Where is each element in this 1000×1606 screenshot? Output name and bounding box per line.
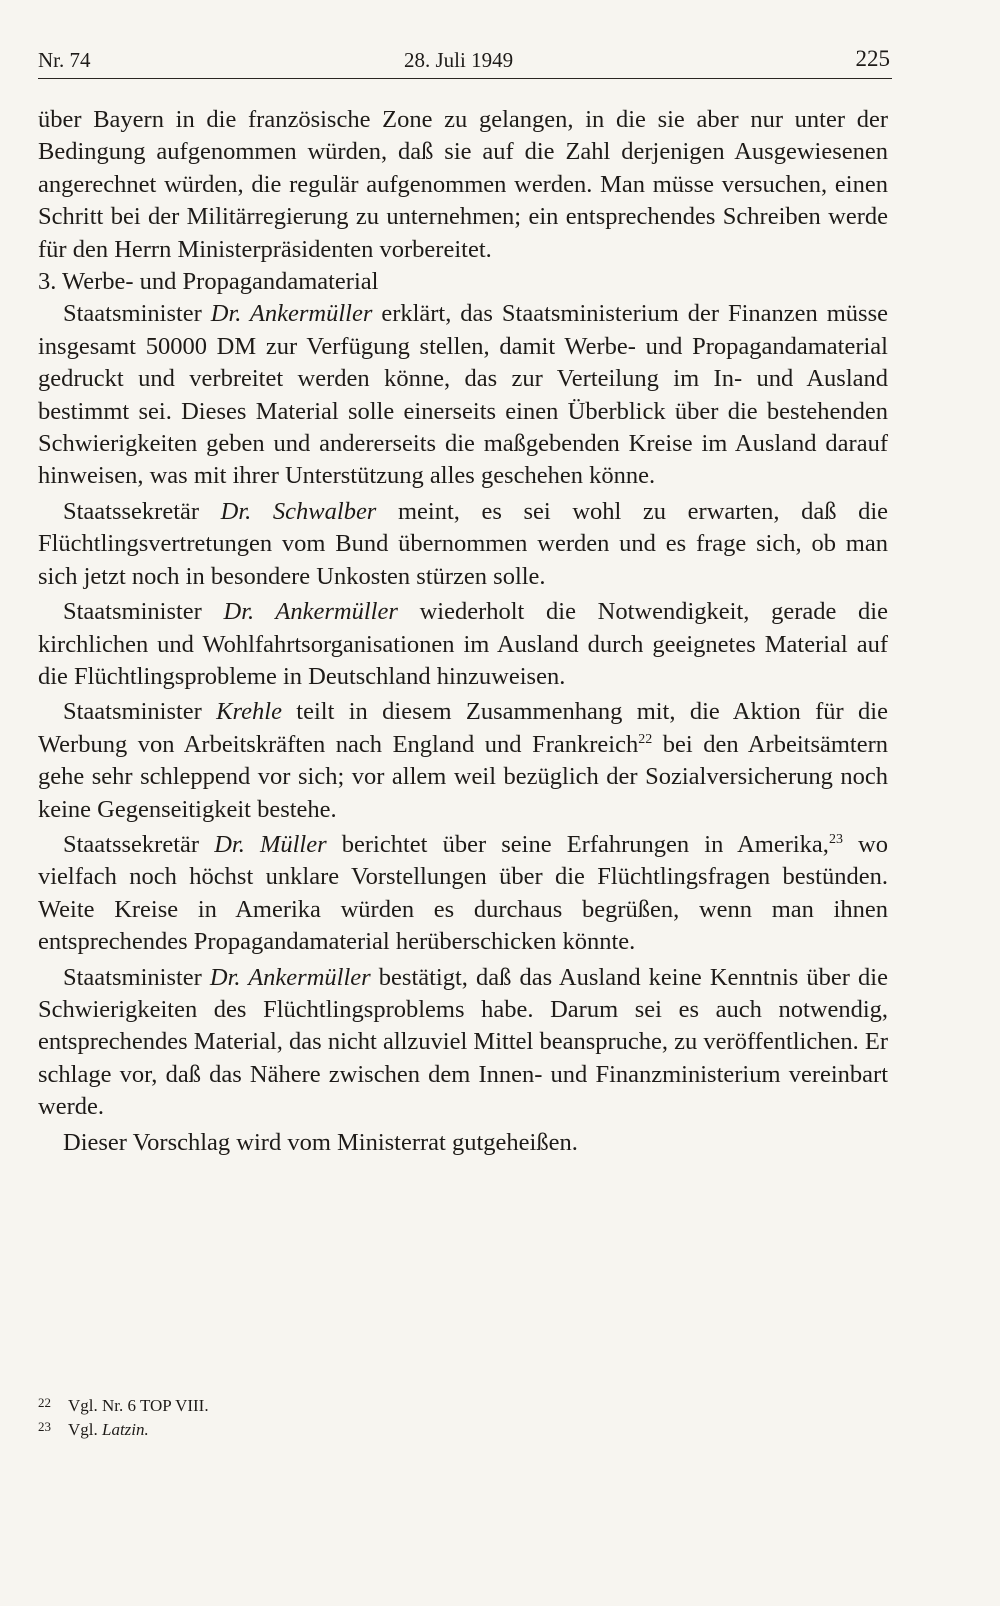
footnotes: [38, 1394, 888, 1442]
speaker-name: Dr. Ankermüller: [209, 963, 371, 991]
paragraph-text: meint, es sei wohl zu erwarten, daß die Flüchtlingsvertretungen vom Bund übernommen werden und es frage sich, ob man sich jetzt noch in besondere Unkosten stürzen solle.: [38, 497, 888, 590]
footnote-ref[interactable]: 22: [638, 731, 653, 747]
paragraph-text: teilt in diesem Zusammenhang mit, die Aktion für die Werbung von Arbeitskräften nach England und Frankreich: [38, 698, 888, 758]
paragraph-text: wo vielfach noch höchst unklare Vorstellungen über die Flüchtlingsfragen bestünden. Weite Kreise in Amerika würden es durchaus begrüßen, wenn man ihnen entsprechendes Propagandamaterial herüberschicken könnte.: [38, 830, 889, 956]
footnote-22: [38, 1394, 888, 1418]
paragraph-3: [38, 496, 888, 593]
paragraph-8: Dieser Vorschlag wird vom Ministerrat gutgeheißen.: [63, 1128, 578, 1156]
footnote-23: [38, 1418, 888, 1442]
speaker-name: Dr. Ankermüller: [223, 598, 398, 626]
speaker-name: Dr. Schwalber: [220, 497, 377, 525]
paragraph-7: [38, 962, 888, 1124]
footnote-text: Vgl. Latzin.: [68, 1420, 149, 1439]
speaker-title: Staatsminister: [63, 300, 211, 328]
header-date: 28. Juli 1949: [404, 48, 514, 72]
footnote-ref[interactable]: 23: [828, 831, 843, 847]
section-heading: 3. Werbe- und Propagandamaterial: [38, 268, 379, 296]
speaker-title: Staatssekretär: [63, 830, 215, 858]
speaker-title: Staatsminister: [63, 963, 210, 991]
footnote-number: 22: [38, 1395, 51, 1410]
speaker-name: Dr. Müller: [214, 830, 327, 858]
body-text: [38, 104, 888, 1159]
document-number: Nr. 74: [38, 48, 91, 72]
paragraph-1: über Bayern in die französische Zone zu gelangen, in die sie aber nur unter der Bedingung aufgenommen würden, daß sie auf die Zahl derjenigen Ausgewiesenen angerechnet würden, die regulär aufgenommen werden. Man müsse versuchen, einen Schritt bei der Militärregierung zu unternehmen; ein entsprechendes Schreiben werde für den Herrn Ministerpräsidenten vorbereitet.: [38, 106, 888, 263]
speaker-title: Staatsminister: [63, 698, 217, 726]
speaker-title: Staatssekretär: [63, 497, 221, 525]
page-number: 225: [855, 46, 890, 71]
footnote-text: Vgl. Nr. 6 TOP VIII.: [68, 1396, 209, 1415]
paragraph-text: bestätigt, daß das Ausland keine Kenntnis über die Schwierigkeiten des Flüchtlingsproblems habe. Darum sei es auch notwendig, entsprechendes Material, das nicht allzuviel Mittel beanspruche, zu veröffentlichen. Er schlage vor, daß das Nähere zwischen dem Innen- und Finanzministerium vereinbart werde.: [38, 963, 888, 1121]
paragraph-5: [38, 696, 888, 826]
page-header: [38, 44, 892, 79]
paragraph-2: [38, 298, 888, 492]
paragraph-6: [38, 829, 888, 959]
paragraph-text: erklärt, das Staatsministerium der Finanzen müsse insgesamt 50000 DM zur Verfügung stellen, damit Werbe- und Propagandamaterial gedruckt und verbreitet werden könne, das zur Verteilung im In- und Ausland bestimmt sei. Dieses Material solle einerseits einen Überblick über die bestehenden Schwierigkeiten geben und andererseits die maßgebenden Kreise im Ausland darauf hinweisen, was mit ihrer Unterstützung alles geschehen könne.: [38, 300, 888, 490]
paragraph-text: bei den Arbeitsämtern gehe sehr schleppend vor sich; vor allem weil bezüglich der Sozialversicherung noch keine Gegenseitigkeit bestehe.: [38, 730, 888, 823]
paragraph-text: wiederholt die Notwendigkeit, gerade die kirchlichen und Wohlfahrtsorganisationen im Ausland durch geeignetes Material auf die Flüchtlingsprobleme in Deutschland hinzuweisen.: [38, 598, 888, 690]
paragraph-4: [38, 596, 888, 693]
speaker-name: Krehle: [216, 698, 282, 726]
paragraph-text: berichtet über seine Erfahrungen in Amerika,: [326, 830, 829, 858]
footnote-number: 23: [38, 1419, 51, 1434]
speaker-title: Staatsminister: [63, 598, 224, 626]
speaker-name: Dr. Ankermüller: [210, 300, 373, 328]
